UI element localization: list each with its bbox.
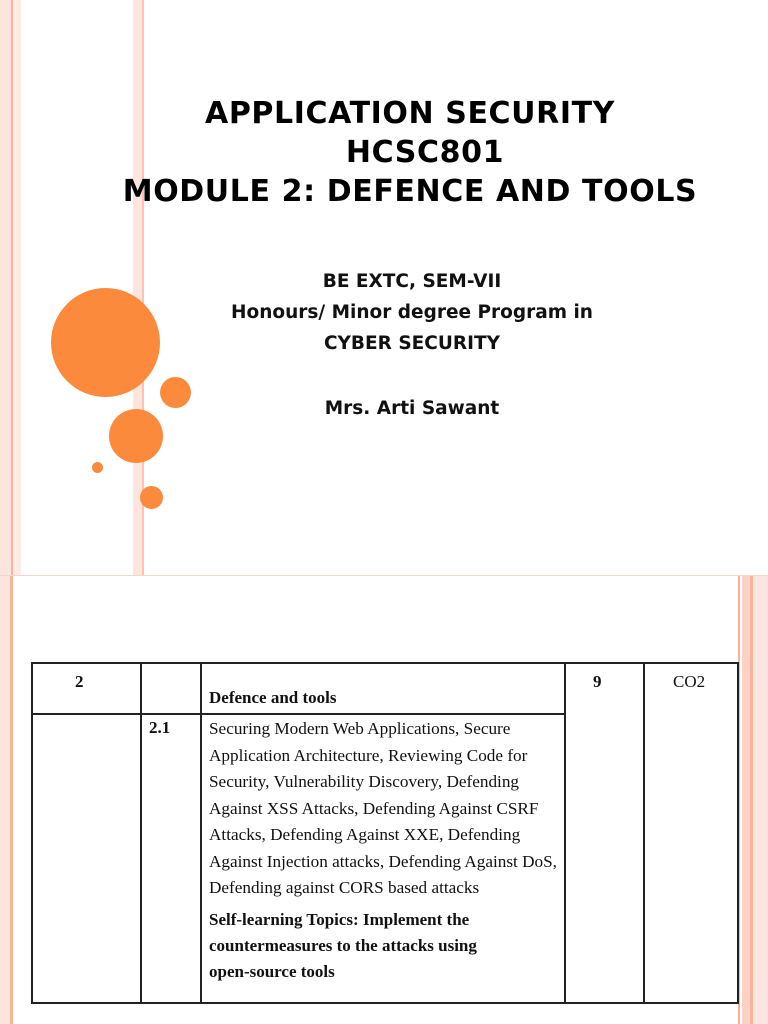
decorative-stripe (133, 0, 142, 576)
author-name: Mrs. Arti Sawant (324, 398, 500, 419)
self-learning-line: Self-learning Topics: Implement the (209, 910, 470, 929)
decorative-circle (109, 409, 163, 463)
syllabus-slide (0, 576, 768, 1024)
self-learning-line: open-source tools (209, 962, 335, 981)
syllabus-table (31, 662, 739, 1024)
decorative-stripe (10, 576, 13, 1024)
table-border (31, 662, 739, 664)
decorative-stripe (13, 0, 21, 576)
decorative-circle (92, 462, 103, 473)
course-code: HCSC801 (345, 135, 505, 170)
table-border (31, 1002, 739, 1004)
course-outcome: CO2 (673, 672, 706, 691)
content-line: Attacks, Defending Against XXE, Defending (209, 825, 521, 844)
slide-subtitle (162, 266, 662, 359)
content-line: Application Architecture, Reviewing Code for (209, 745, 528, 765)
decorative-circle (140, 486, 163, 509)
content-line: Against XSS Attacks, Defending Against CSRF (209, 798, 539, 818)
module-title: MODULE 2: DEFENCE AND TOOLS (122, 174, 698, 209)
topic-content (209, 716, 557, 902)
table-border (140, 662, 142, 1004)
table-border (31, 662, 33, 1004)
table-border (200, 662, 202, 1004)
self-learning-topics (209, 907, 557, 985)
decorative-stripe (0, 0, 11, 576)
hours-value: 9 (593, 672, 602, 691)
decorative-stripe (0, 576, 10, 1024)
table-border (31, 713, 565, 715)
subsection-number: 2.1 (149, 718, 171, 737)
program-line: CYBER SECURITY (323, 333, 501, 354)
decorative-circle (51, 288, 160, 397)
content-line: Securing Modern Web Applications, Secure (209, 719, 511, 738)
title-line: APPLICATION SECURITY (205, 96, 615, 131)
content-line: Against Injection attacks, Defending Against DoS, (209, 851, 557, 871)
program-line: BE EXTC, SEM-VII (322, 271, 502, 292)
table-border (737, 662, 739, 1004)
table-border (643, 662, 645, 1004)
decorative-stripe (742, 576, 750, 1024)
module-heading: Defence and tools (209, 688, 337, 707)
program-line: Honours/ Minor degree Program in (231, 302, 593, 323)
content-line: Security, Vulnerability Discovery, Defending (209, 772, 520, 791)
decorative-stripe (753, 576, 768, 1024)
self-learning-line: countermeasures to the attacks using (209, 936, 477, 955)
slide-title (60, 94, 760, 211)
table-border (564, 662, 566, 1004)
content-line: Defending against CORS based attacks (209, 878, 480, 897)
module-number: 2 (75, 672, 84, 691)
